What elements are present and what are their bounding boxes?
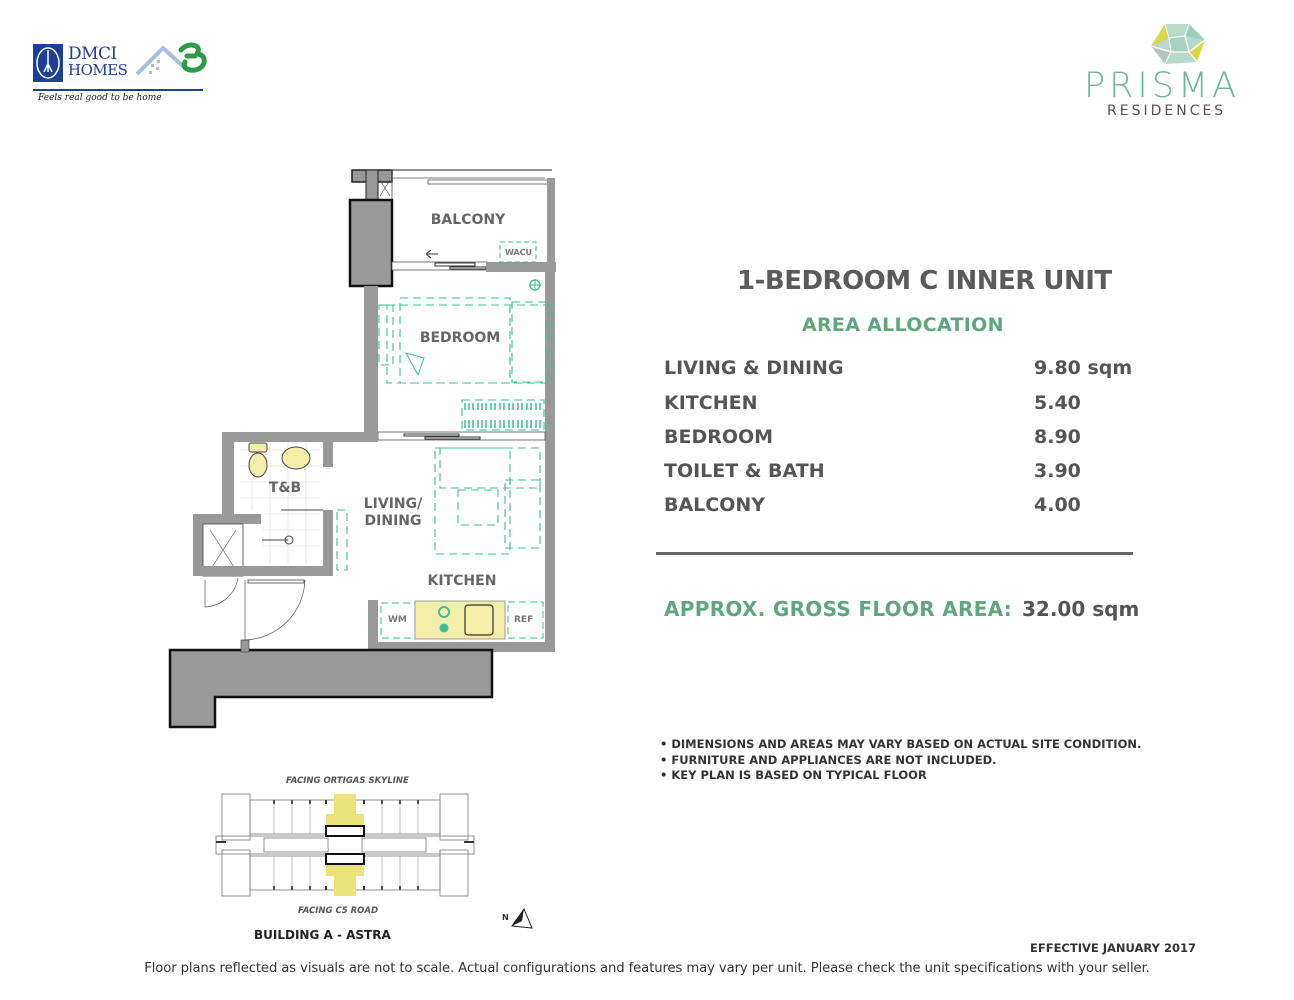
prisma-gem-icon [1145,22,1209,66]
dmci-line2: HOMES [68,61,128,79]
key-plan-diagram [214,788,476,904]
prisma-subtitle: RESIDENCES [1107,103,1227,119]
dmci-wordmark [68,46,127,78]
room-label-living-dining [355,496,431,530]
floor-plan [160,160,560,740]
area-row-bedroom [664,426,1134,456]
area-label: KITCHEN [664,392,758,414]
area-value: 3.90 [1034,460,1081,482]
living-label-line1: LIVING/ [363,496,423,512]
area-row-kitchen [664,392,1134,422]
area-label: BEDROOM [664,426,774,448]
area-value: 9.80 sqm [1034,357,1133,379]
note-item: • KEY PLAN IS BASED ON TYPICAL FLOOR [660,768,1141,784]
note-item: • DIMENSIONS AND AREAS MAY VARY BASED ON ACTUAL SITE CONDITION. [660,737,1141,753]
area-label: LIVING & DINING [664,357,844,379]
area-value: 8.90 [1034,426,1081,448]
room-label-tb: T&B [268,480,302,496]
key-plan-top-label: FACING ORTIGAS SKYLINE [286,776,409,786]
dmci-tagline: Feels real good to be home [38,93,162,103]
living-label-line2: DINING [364,513,422,529]
house-roof-icon [135,40,210,86]
area-value: 5.40 [1034,392,1081,414]
notes-list [660,737,1141,784]
gross-floor-area-value: 32.00 sqm [1022,597,1140,621]
dmci-line1: DMCI [68,44,117,64]
room-label-kitchen: KITCHEN [427,573,497,589]
key-plan-bottom-label: FACING C5 ROAD [298,906,378,916]
area-label: TOILET & BATH [664,460,825,482]
north-arrow-icon [510,906,534,930]
room-label-balcony: BALCONY [430,212,506,228]
fixture-label-ref: REF [514,615,534,625]
disclaimer: Floor plans reflected as visuals are not to scale. Actual configurations and features may vary per unit. Please check the unit specifications with your seller. [144,961,1150,976]
area-row-living-dining [664,357,1134,387]
note-item: • FURNITURE AND APPLIANCES ARE NOT INCLUDED. [660,753,1141,769]
area-row-toilet-bath [664,460,1134,490]
building-name: BUILDING A - ASTRA [254,928,391,942]
dmci-homes-logo [30,38,210,110]
north-label: N [502,913,509,922]
area-row-balcony [664,494,1134,524]
unit-title: 1-BEDROOM C INNER UNIT [737,266,1112,296]
dmci-emblem-icon [33,44,63,82]
dmci-underline [33,89,203,91]
fixture-label-wacu: WACU [505,248,533,257]
area-label: BALCONY [664,494,766,516]
prisma-wordmark: PRISMA [1084,66,1241,106]
fixture-label-wm: WM [388,615,407,625]
effective-date: EFFECTIVE JANUARY 2017 [1030,941,1196,955]
area-value: 4.00 [1034,494,1081,516]
area-allocation-heading: AREA ALLOCATION [802,314,1004,336]
section-divider [656,552,1133,555]
room-label-bedroom: BEDROOM [419,330,501,346]
gross-floor-area-label: APPROX. GROSS FLOOR AREA: [664,597,1013,621]
